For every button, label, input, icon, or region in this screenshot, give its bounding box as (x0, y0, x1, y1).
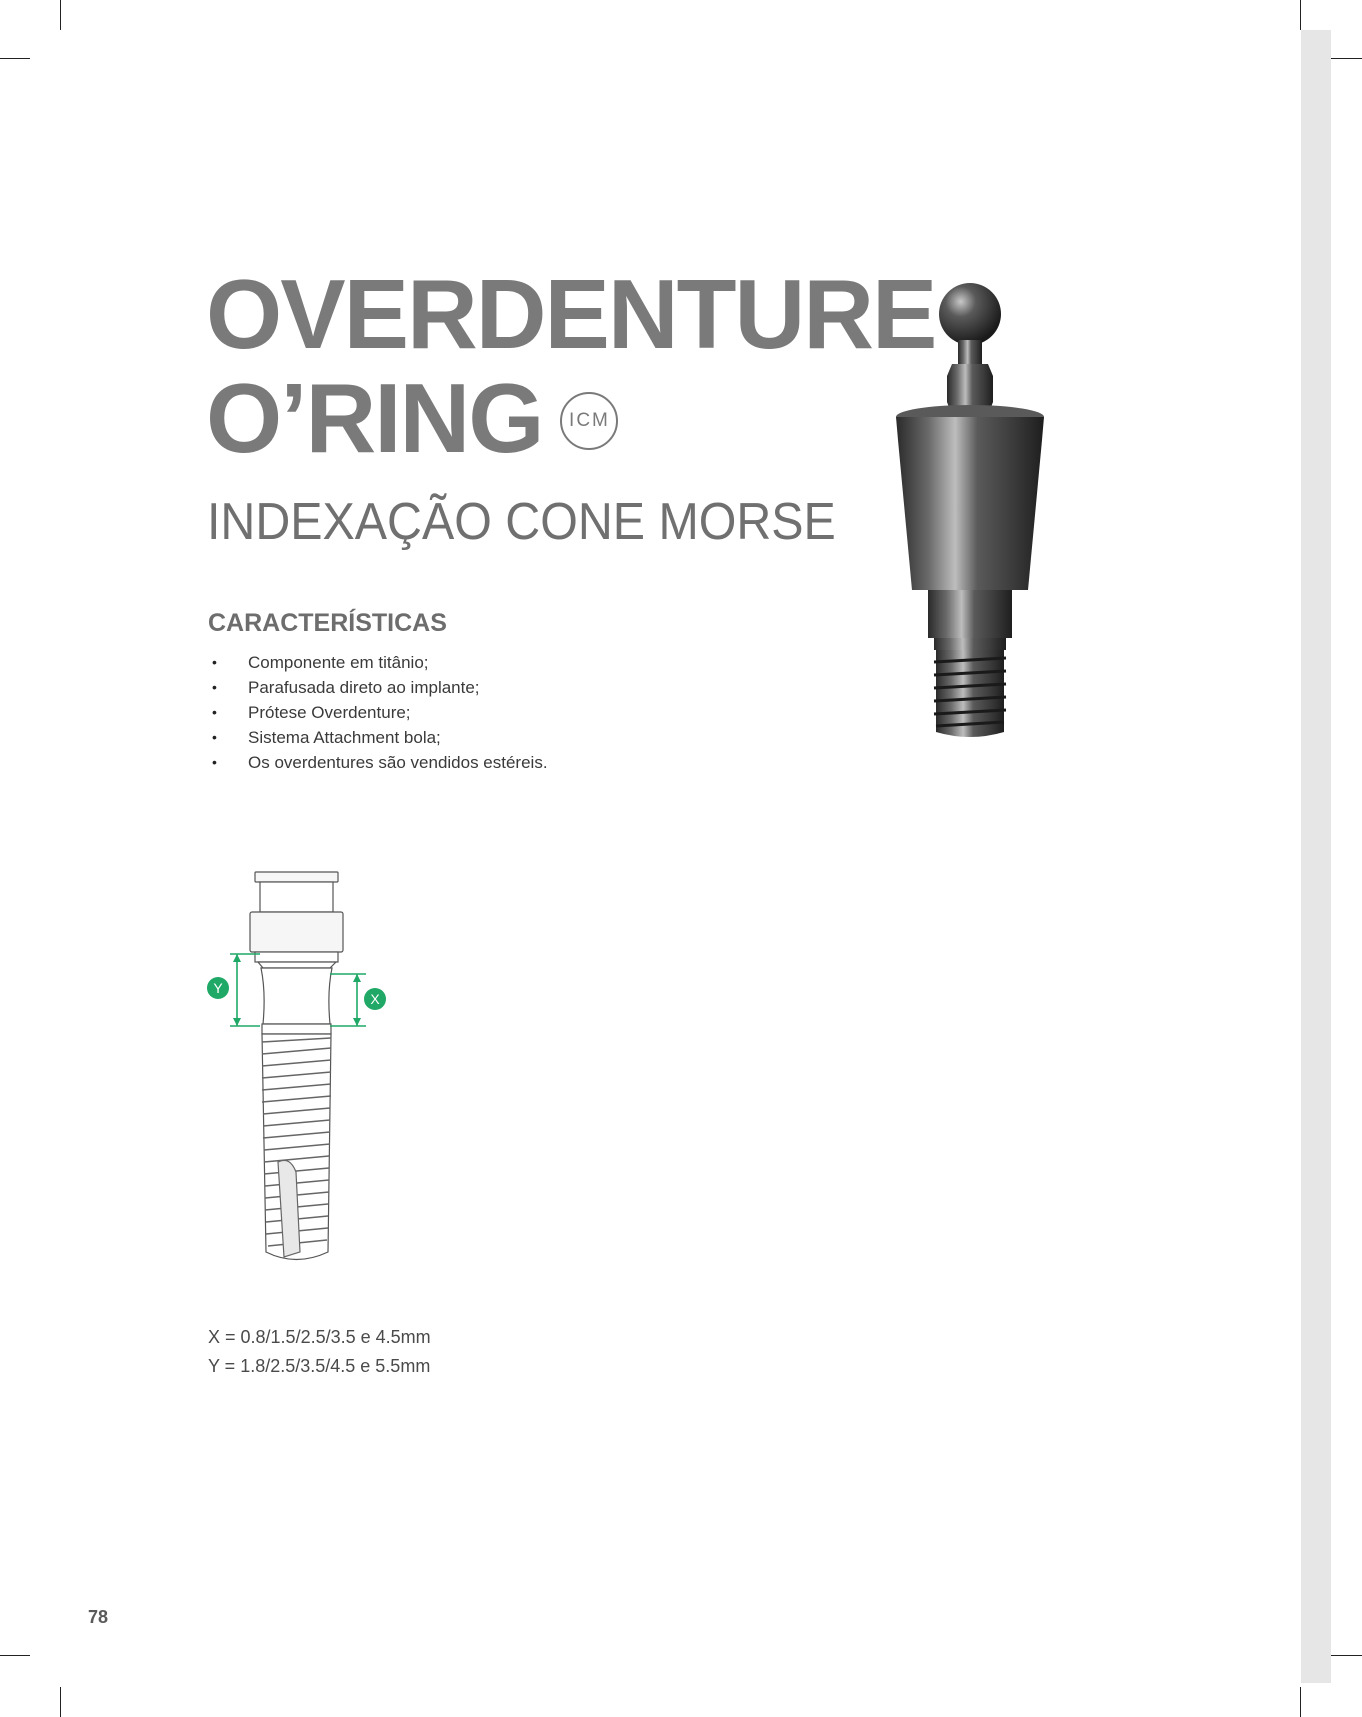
ball-head-shape (939, 283, 1001, 345)
dimensions-block (208, 1323, 431, 1381)
crop-mark (1300, 1687, 1301, 1717)
page-edge-strip (1301, 30, 1331, 1683)
dimension-y: Y = 1.8/2.5/3.5/4.5 e 5.5mm (208, 1356, 431, 1376)
title-line-2: O’RING (206, 363, 543, 473)
x-label: X (370, 991, 380, 1007)
characteristics-heading: CARACTERÍSTICAS (208, 609, 447, 637)
y-dimension-arrow (230, 954, 260, 1026)
list-item-text: Os overdentures são vendidos estéreis. (248, 753, 548, 772)
crop-mark (0, 1655, 30, 1656)
list-item-text: Sistema Attachment bola; (248, 728, 441, 747)
list-item (208, 750, 548, 775)
dimension-x: X = 0.8/1.5/2.5/3.5 e 4.5mm (208, 1327, 431, 1347)
implant-diagram (200, 862, 400, 1272)
characteristics-list (208, 650, 548, 775)
collar-shape (896, 417, 1044, 590)
page-subtitle: INDEXAÇÃO CONE MORSE (207, 493, 836, 551)
list-item (208, 650, 548, 675)
list-item (208, 725, 548, 750)
list-item (208, 675, 548, 700)
title-line-1: OVERDENTURE (206, 259, 936, 369)
product-photo (880, 280, 1060, 740)
page-number: 78 (88, 1607, 109, 1627)
bullet-icon: • (212, 654, 217, 670)
crop-mark (60, 0, 61, 30)
list-item-text: Componente em titânio; (248, 653, 429, 672)
crop-mark (1330, 1655, 1362, 1656)
bullet-icon: • (212, 704, 217, 720)
crop-mark (0, 58, 30, 59)
list-item (208, 700, 548, 725)
title-line-2-row (206, 363, 935, 473)
crop-mark (1300, 0, 1301, 30)
crop-mark (1330, 58, 1362, 59)
icm-badge: ICM (560, 392, 618, 450)
list-item-text: Prótese Overdenture; (248, 703, 411, 722)
bullet-icon: • (212, 679, 217, 695)
list-item-text: Parafusada direto ao implante; (248, 678, 480, 697)
bullet-icon: • (212, 754, 217, 770)
y-label: Y (213, 980, 223, 996)
bullet-icon: • (212, 729, 217, 745)
crop-mark (60, 1687, 61, 1717)
page-title (206, 259, 936, 473)
